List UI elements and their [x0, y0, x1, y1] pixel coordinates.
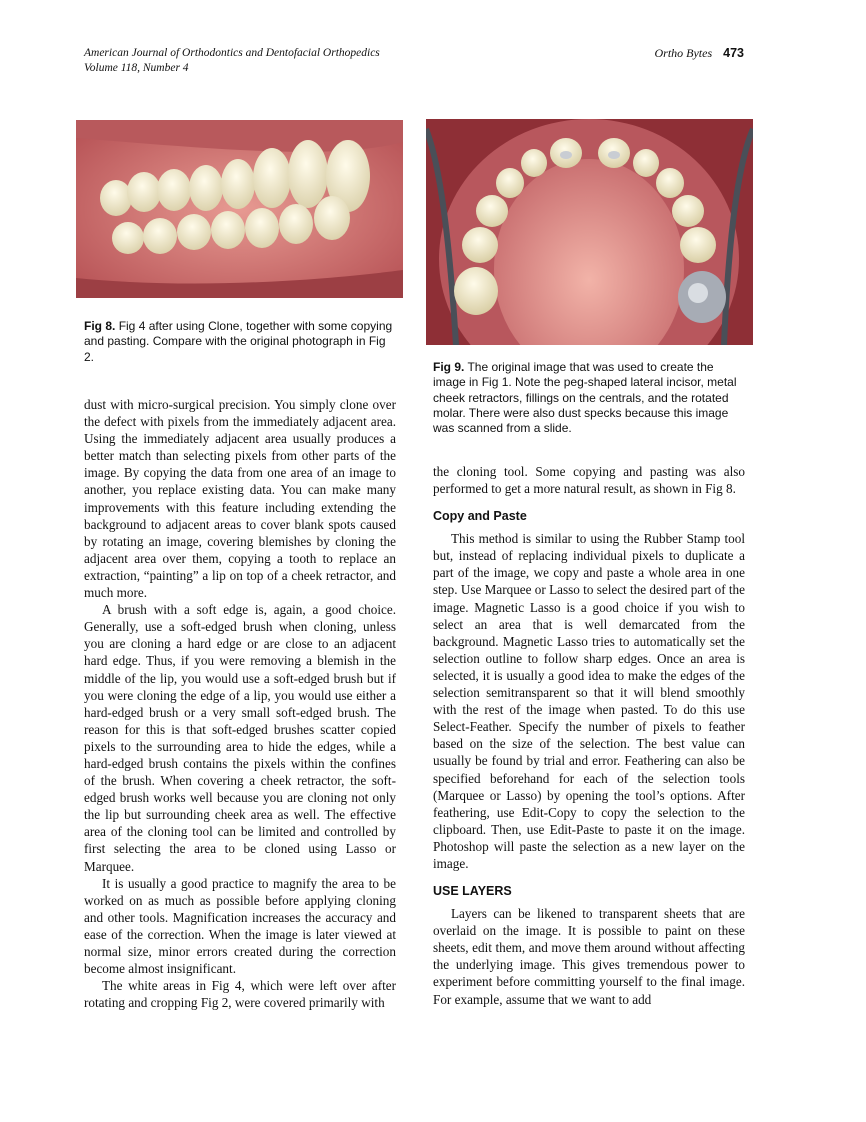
- journal-title: American Journal of Orthodontics and Dentofacial Orthopedics: [84, 47, 380, 59]
- page-header-right: [654, 46, 744, 61]
- left-column: [84, 396, 396, 1011]
- journal-volume: Volume 118, Number 4: [84, 62, 189, 74]
- right-column: [433, 463, 745, 1008]
- page-number: 473: [723, 46, 744, 60]
- fig8-caption-text: Fig 4 after using Clone, together with some copying and pasting. Compare with the original photograph in Fig 2.: [84, 319, 393, 364]
- fig9-caption-text: The original image that was used to create the image in Fig 1. Note the peg-shaped lateral incisor, metal cheek retractors, fillings on the centrals, and the rotated molar. There were also dust specks because this image was scanned from a slide.: [433, 360, 737, 436]
- fig9-label: Fig 9.: [433, 360, 465, 374]
- journal-header: [84, 46, 380, 76]
- section-name: Ortho Bytes: [654, 46, 713, 60]
- section-heading-copy-paste: Copy and Paste: [433, 509, 527, 524]
- fig8-label: Fig 8.: [84, 319, 116, 333]
- fig8-photo: [76, 120, 403, 298]
- paragraph: Layers can be likened to transparent sheets that are overlaid on the image. It is possible to paint on these sheets, edit them, and move them around without affecting the underlying image. This gives tremendous power to experiment before committing yourself to the final image. For example, assume that we want to add: [433, 906, 745, 1007]
- fig9-photo: [426, 119, 753, 345]
- paragraph: the cloning tool. Some copying and pasting was also performed to get a more natural result, as shown in Fig 8.: [433, 464, 745, 497]
- fig9-caption: [433, 360, 747, 436]
- paragraph: dust with micro-surgical precision. You simply clone over the defect with pixels from the immediately adjacent area. Using the immediately adjacent area usually produces a better match than selecting pixels from other parts of the image. By copying the data from one area of an image to another, you replace existing data. You can make many improvements with this feature including extending the background to adjacent areas to cover blank spots caused by rotating an image, covering blemishes by cloning the adjacent area over them, copying a tooth to replace an extraction, “painting” a lip on top of a cheek retractor, and much more.: [84, 397, 396, 601]
- paragraph: The white areas in Fig 4, which were left over after rotating and cropping Fig 2, were covered primarily with: [84, 978, 396, 1011]
- fig8-caption: [84, 319, 398, 365]
- paragraph: It is usually a good practice to magnify the area to be worked on as much as possible before applying cloning and other tools. Magnification increases the accuracy and ease of the correction. When the image is later viewed at normal size, minor errors created during the correction become almost insignificant.: [84, 875, 396, 977]
- paragraph: This method is similar to using the Rubber Stamp tool but, instead of replacing individual pixels to duplicate a part of the image, we copy and paste a whole area in one step. Use Marquee or Lasso to select the desired part of the image. Magnetic Lasso is a good choice if you wish to select an area that is well demarcated from the background. Magnetic Lasso tries to automatically set the selection outline to follow sharp edges. Once an area is selected, it is usually a good idea to make the edges of the selection semitransparent so that it will blend smoothly with the rest of the image when pasted. To do this use Select-Feather. Specify the number of pixels to feather based on the size of the selection. The best value can usually be found by trial and error. Feathering can also be specified beforehand for each of the selection tools (Marquee or Lasso) by opening the tool’s options. After feathering, use Edit-Copy to copy the selection to the clipboard. Then, use Edit-Paste to paste it on the image. Photoshop will paste the selection as a new layer on the image.: [433, 531, 745, 871]
- paragraph: A brush with a soft edge is, again, a good choice. Generally, use a soft-edged brush when cloning, unless you are cloning a hard edge or are close to an adjacent hard edge. Thus, if you were removing a blemish in the middle of the lip, you would use a soft-edged brush but if you were cloning the edge of a lip, you would use either a hard-edged brush or a very small soft-edged brush. The reason for this is that soft-edged brushes scatter copied pixels to the surrounding area to hide the edges, while a hard-edged brush contains the pixels within the confines of the brush. When covering a cheek retractor, the soft-edged brush works well because you are cloning not only the lip but surrounding cheek area as well. The effective area of the cloning tool can be limited and controlled by first selecting the area to be cloned using Lasso or Marquee.: [84, 602, 396, 874]
- section-heading-use-layers: USE LAYERS: [433, 884, 512, 899]
